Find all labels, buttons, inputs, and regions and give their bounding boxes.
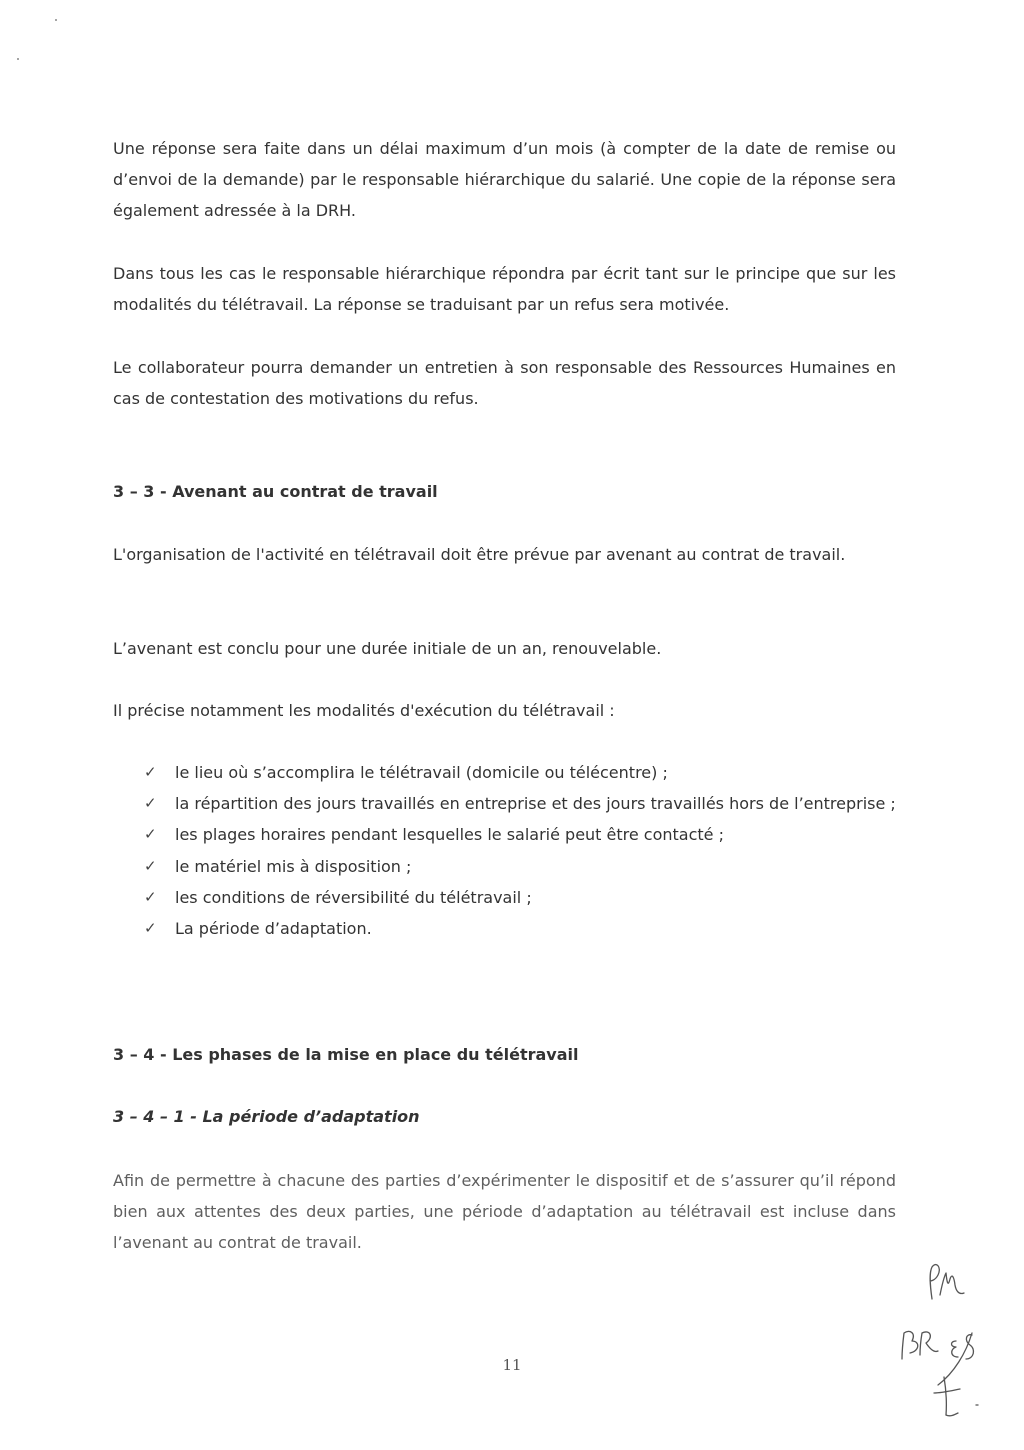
modalities-checklist (144, 757, 896, 944)
paragraph-modalities-intro: Il précise notamment les modalités d'exécution du télétravail : (113, 701, 615, 720)
list-item: ✓ les conditions de réversibilité du télétravail ; (144, 882, 896, 913)
paragraph-organisation: L'organisation de l'activité en télétravail doit être prévue par avenant au contrat de travail. (113, 545, 846, 564)
paragraph-contestation: Le collaborateur pourra demander un entretien à son responsable des Ressources Humaines en cas de contestation des motivations du refus. (113, 358, 896, 409)
list-item: ✓ la répartition des jours travaillés en entreprise et des jours travaillés hors de l’entreprise ; (144, 788, 896, 819)
check-icon: ✓ (144, 825, 157, 844)
check-icon: ✓ (144, 919, 157, 938)
list-item: ✓ le matériel mis à disposition ; (144, 851, 896, 882)
paragraph-response-delay: Une réponse sera faite dans un délai maximum d’un mois (à compter de la date de remise ou d’envoi de la demande) par le responsable hiérarchique du salarié. Une copie de la réponse sera également adressée à la DRH. (113, 139, 896, 221)
list-item: ✓ les plages horaires pendant lesquelles le salarié peut être contacté ; (144, 819, 896, 850)
check-icon: ✓ (144, 887, 157, 906)
scan-speck (17, 58, 19, 60)
check-icon: ✓ (144, 856, 157, 875)
paragraph-adaptation-period: Afin de permettre à chacune des parties d’expérimenter le dispositif et de s’assurer qu’il répond bien aux attentes des deux parties, une période d’adaptation au télétravail est incluse dans l’avenant au contrat de travail. (113, 1171, 896, 1253)
heading-section-3-4: 3 – 4 - Les phases de la mise en place du télétravail (113, 1045, 579, 1064)
paragraph-written-answer: Dans tous les cas le responsable hiérarchique répondra par écrit tant sur le principe que sur les modalités du télétravail. La réponse se traduisant par un refus sera motivée. (113, 264, 896, 315)
handwritten-initials (880, 1255, 990, 1425)
scan-speck (55, 19, 57, 21)
heading-section-3-3: 3 – 3 - Avenant au contrat de travail (113, 482, 438, 501)
check-icon: ✓ (144, 794, 157, 813)
paragraph-duration: L’avenant est conclu pour une durée initiale de un an, renouvelable. (113, 639, 662, 658)
page-number: 11 (502, 1356, 522, 1374)
heading-section-3-4-1: 3 – 4 – 1 - La période d’adaptation (113, 1107, 420, 1126)
list-item: ✓ le lieu où s’accomplira le télétravail (domicile ou télécentre) ; (144, 757, 896, 788)
check-icon: ✓ (144, 763, 157, 781)
list-item: ✓ La période d’adaptation. (144, 913, 896, 944)
